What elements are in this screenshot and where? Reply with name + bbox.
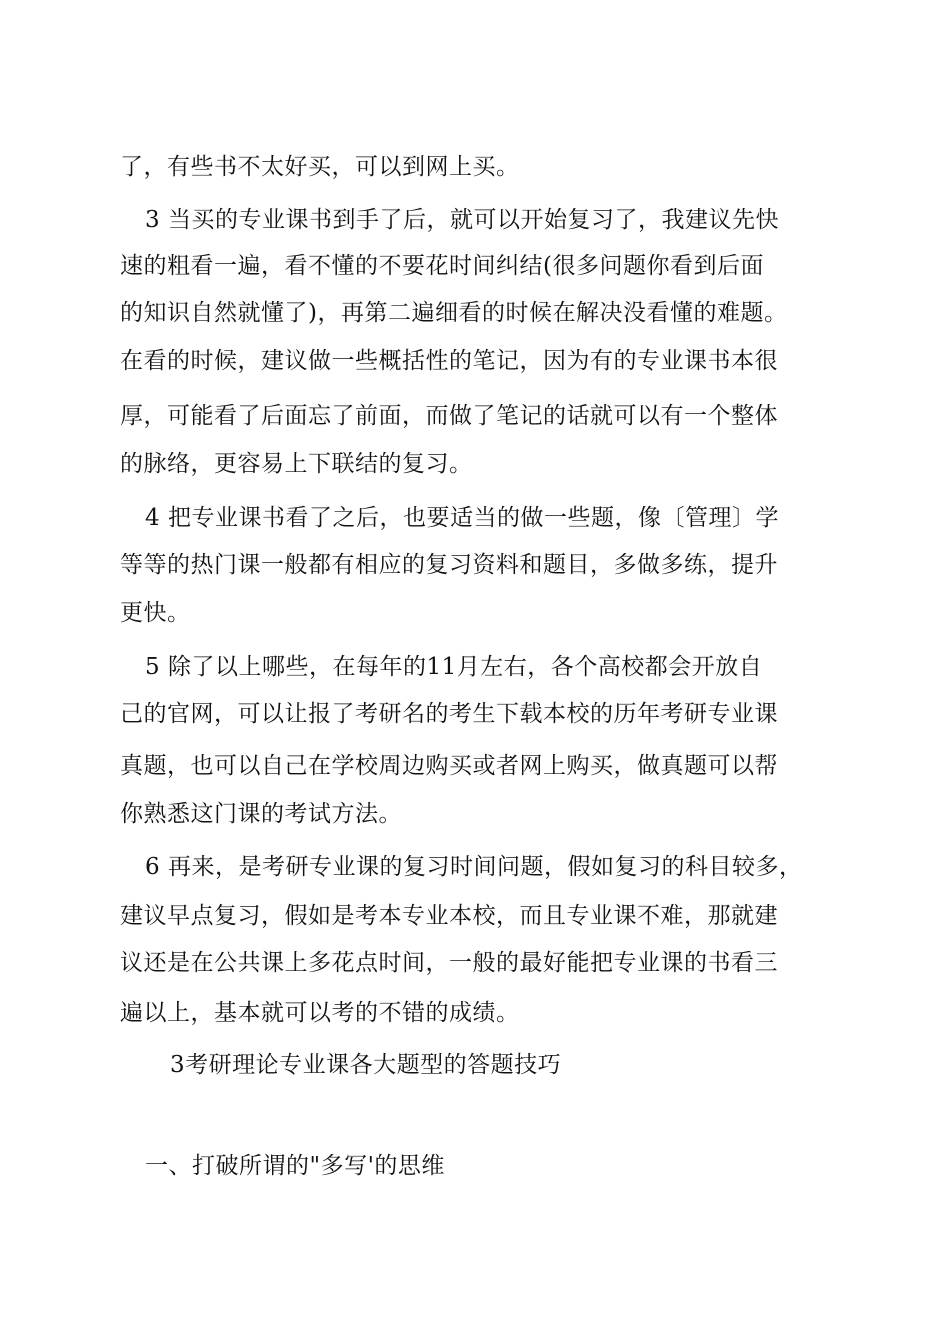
paragraph-line: 遍以上，基本就可以考的不错的成绩。 xyxy=(120,1000,520,1026)
paragraph-line: 速的粗看一遍，看不懂的不要花时间纠结(很多问题你看到后面 xyxy=(120,253,764,279)
paragraph-line: 你熟悉这门课的考试方法。 xyxy=(120,801,402,827)
paragraph-line: 在看的时候，建议做一些概括性的笔记，因为有的专业课书本很 xyxy=(120,348,778,374)
paragraph-line: 的脉络，更容易上下联结的复习。 xyxy=(120,451,473,477)
paragraph-line: 6 再来，是考研专业课的复习时间问题，假如复习的科目较多， xyxy=(145,854,803,880)
paragraph-line: 的知识自然就懂了)，再第二遍细看的时候在解决没看懂的难题。 xyxy=(120,300,788,326)
paragraph-line: 4 把专业课书看了之后，也要适当的做一些题，像〔管理〕学 xyxy=(145,505,779,531)
paragraph-line: 己的官网，可以让报了考研名的考生下载本校的历年考研专业课 xyxy=(120,701,778,727)
paragraph-line: 等等的热门课一般都有相应的复习资料和题目，多做多练，提升 xyxy=(120,552,778,578)
subsection-heading: 一、打破所谓的"多写'的思维 xyxy=(145,1153,445,1179)
section-heading: 3考研理论专业课各大题型的答题技巧 xyxy=(170,1052,562,1078)
paragraph-line: 建议早点复习，假如是考本专业本校，而且专业课不难，那就建 xyxy=(120,903,778,929)
paragraph-line: 3 当买的专业课书到手了后，就可以开始复习了，我建议先快 xyxy=(145,207,779,233)
paragraph-line: 真题，也可以自己在学校周边购买或者网上购买，做真题可以帮 xyxy=(120,753,778,779)
paragraph-line: 厚，可能看了后面忘了前面，而做了笔记的话就可以有一个整体 xyxy=(120,403,778,429)
paragraph-line: 议还是在公共课上多花点时间，一般的最好能把专业课的书看三 xyxy=(120,950,778,976)
paragraph-line: 更快。 xyxy=(120,600,191,626)
paragraph-line: 了，有些书不太好买，可以到网上买。 xyxy=(120,154,520,180)
paragraph-line: 5 除了以上哪些，在每年的11月左右，各个高校都会开放自 xyxy=(145,654,763,680)
